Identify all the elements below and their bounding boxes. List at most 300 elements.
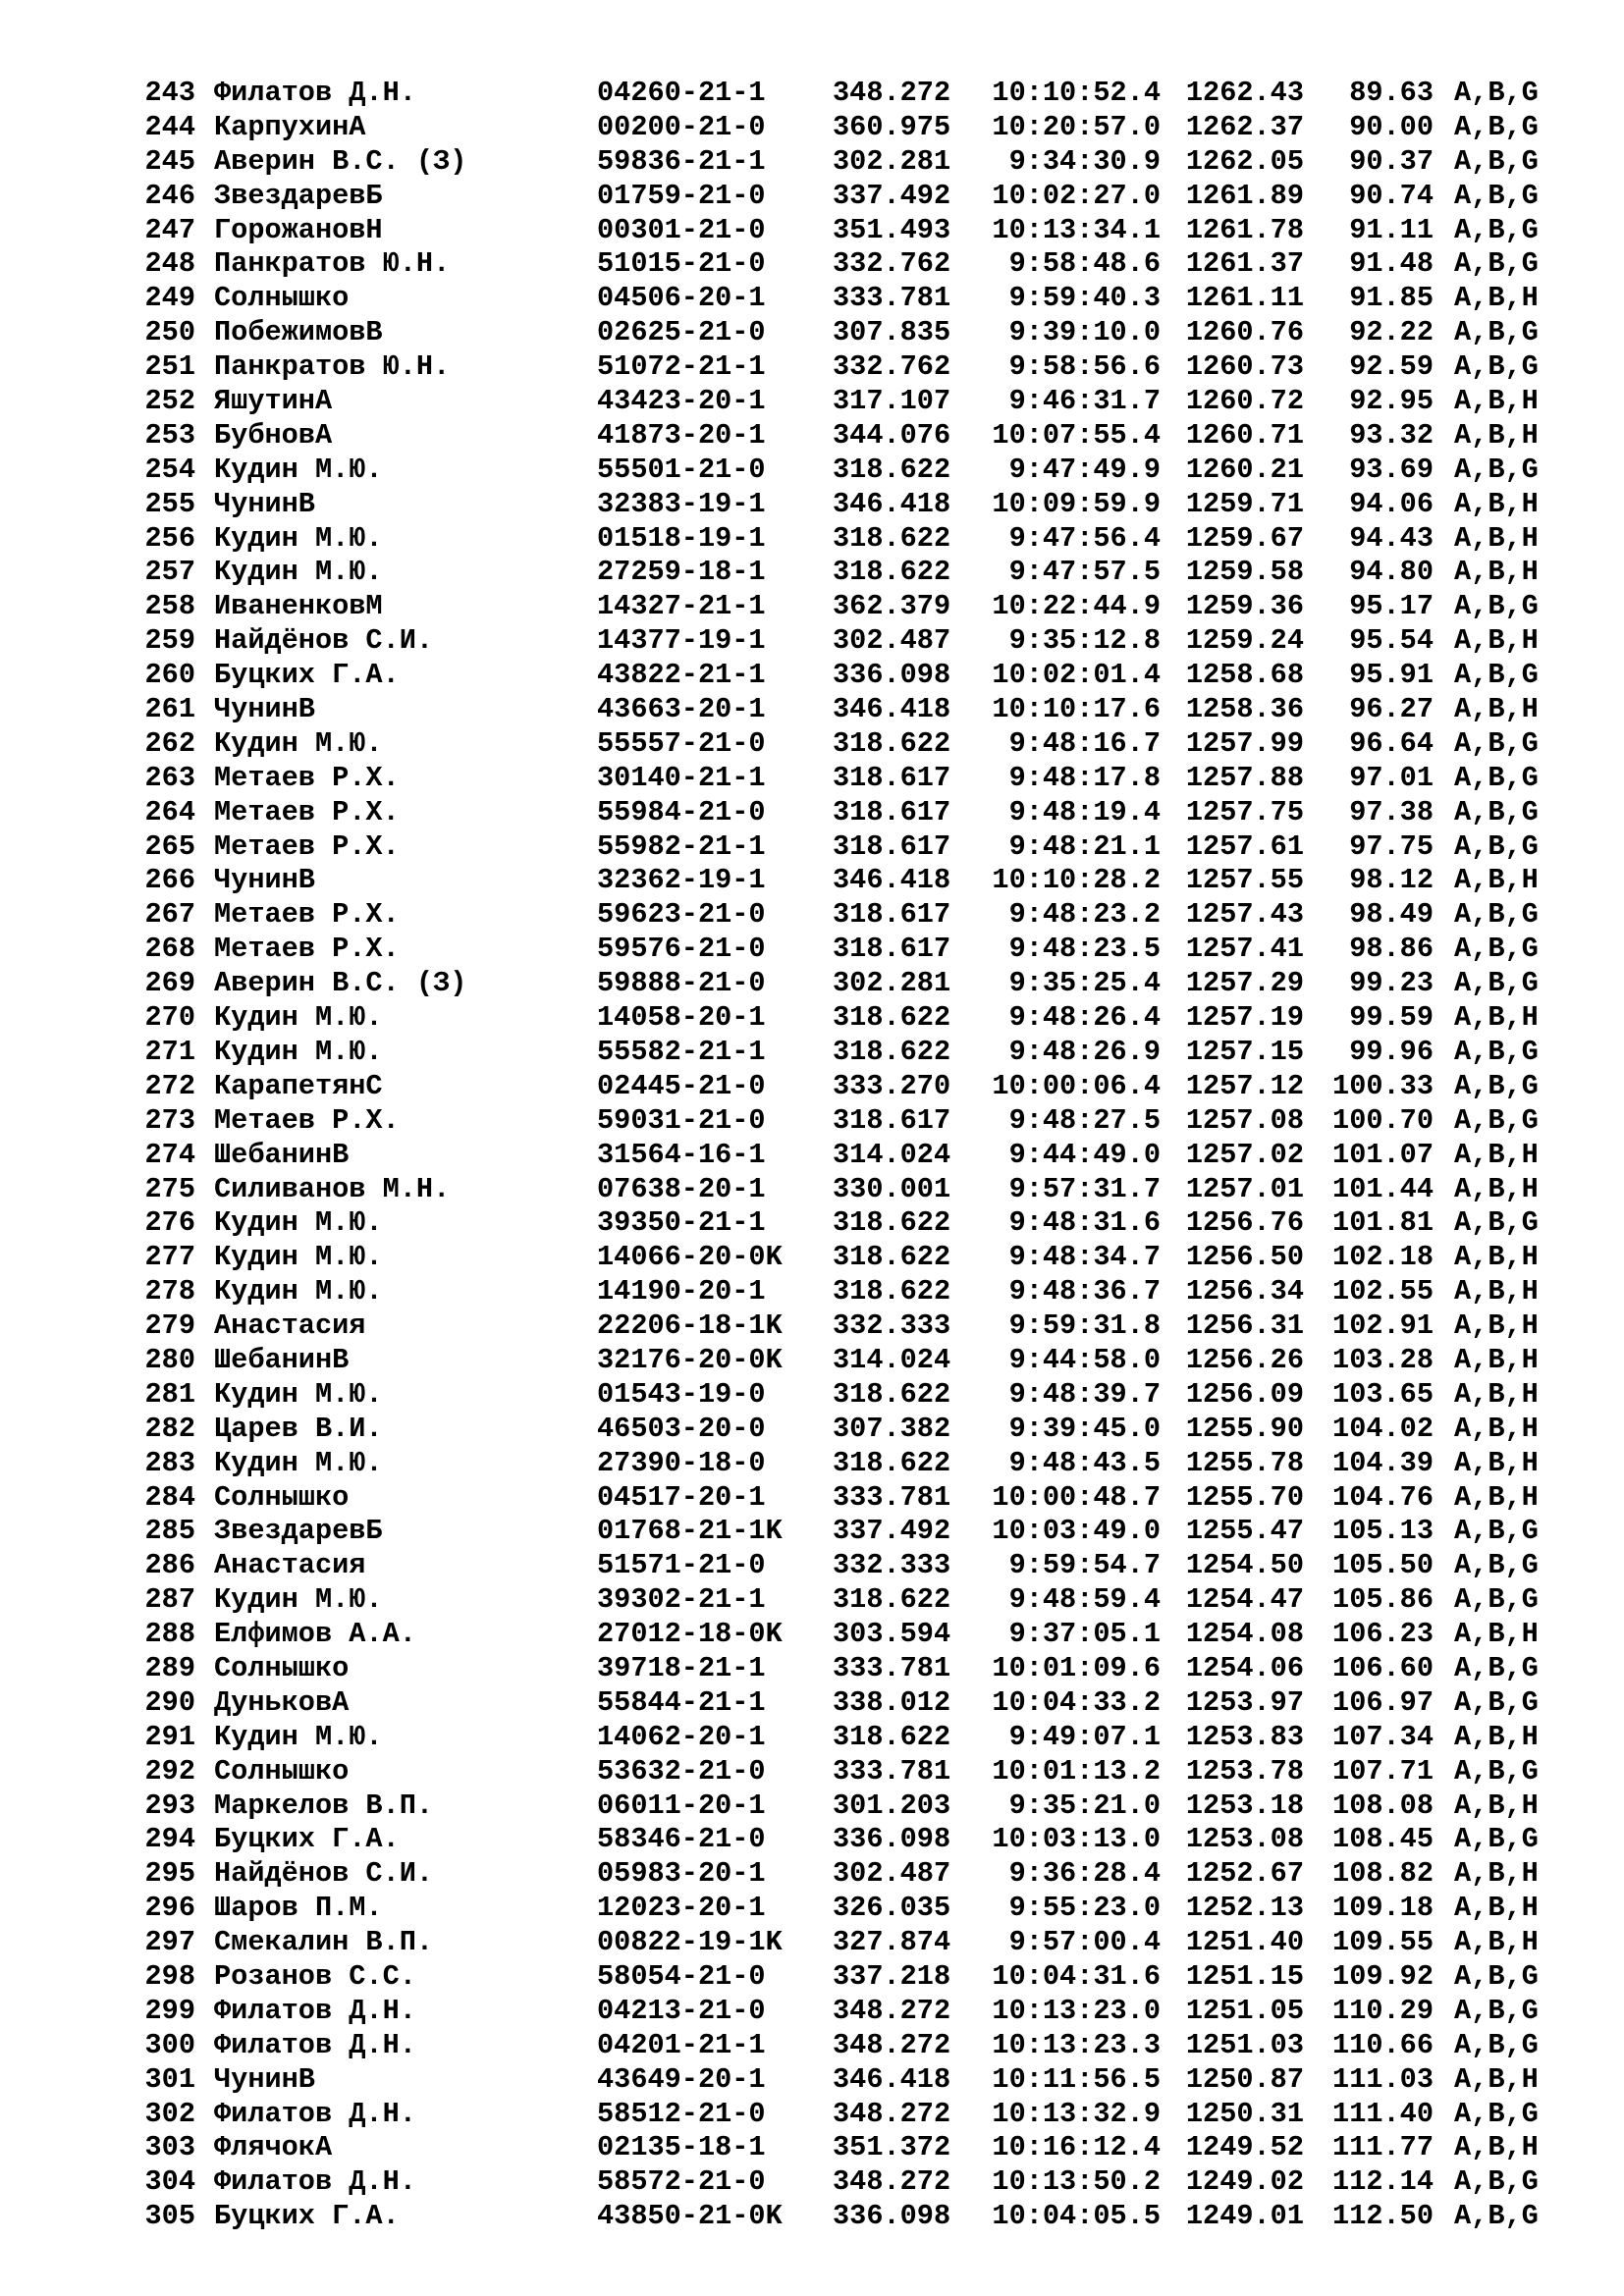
row-points: 93.69 bbox=[1349, 453, 1434, 486]
row-speed: 1257.01 bbox=[1185, 1172, 1304, 1205]
row-distance: 318.617 bbox=[833, 1103, 951, 1137]
row-name: Кудин М.Ю. bbox=[214, 1241, 383, 1274]
row-category: A,B,G bbox=[1454, 1035, 1539, 1068]
row-name: Кудин М.Ю. bbox=[214, 1446, 383, 1479]
row-time: 9:48:43.5 bbox=[1008, 1446, 1161, 1479]
row-category: A,B,H bbox=[1454, 1138, 1539, 1171]
row-place: 272 bbox=[144, 1069, 195, 1102]
row-ring: 04506-20-1 bbox=[597, 282, 766, 315]
row-place: 246 bbox=[144, 179, 195, 212]
row-time: 9:34:30.9 bbox=[1008, 144, 1161, 178]
row-speed: 1261.37 bbox=[1185, 247, 1304, 281]
row-place: 297 bbox=[144, 1926, 195, 1959]
row-name: Кудин М.Ю. bbox=[214, 1001, 383, 1035]
row-points: 97.01 bbox=[1349, 761, 1434, 794]
row-name: Кудин М.Ю. bbox=[214, 521, 383, 555]
row-name: Смекалин В.П. bbox=[214, 1926, 434, 1959]
row-ring: 30140-21-1 bbox=[597, 761, 766, 794]
row-category: A,B,H bbox=[1454, 1857, 1539, 1891]
row-speed: 1257.75 bbox=[1185, 795, 1304, 828]
table-row bbox=[0, 2200, 1624, 2234]
row-category: A,B,H bbox=[1454, 556, 1539, 589]
row-name: Филатов Д.Н. bbox=[214, 2165, 416, 2199]
row-time: 9:59:40.3 bbox=[1008, 282, 1161, 315]
row-name: Буцких Г.А. bbox=[214, 659, 400, 692]
row-time: 9:48:36.7 bbox=[1008, 1275, 1161, 1308]
row-category: A,B,G bbox=[1454, 350, 1539, 384]
row-name: Солнышко bbox=[214, 1754, 350, 1788]
table-row bbox=[0, 522, 1624, 557]
row-category: A,B,G bbox=[1454, 659, 1539, 692]
row-speed: 1249.01 bbox=[1185, 2200, 1304, 2233]
row-time: 9:35:21.0 bbox=[1008, 1789, 1161, 1822]
row-speed: 1262.05 bbox=[1185, 144, 1304, 178]
row-time: 9:35:12.8 bbox=[1008, 624, 1161, 658]
row-category: A,B,G bbox=[1454, 1549, 1539, 1582]
row-place: 301 bbox=[144, 2062, 195, 2096]
row-distance: 318.622 bbox=[833, 556, 951, 589]
row-speed: 1257.88 bbox=[1185, 761, 1304, 794]
table-row bbox=[0, 1549, 1624, 1583]
table-row bbox=[0, 1206, 1624, 1241]
row-distance: 336.098 bbox=[833, 1823, 951, 1856]
row-name: Найдёнов С.И. bbox=[214, 1857, 434, 1891]
row-time: 10:07:55.4 bbox=[992, 418, 1161, 452]
row-speed: 1259.24 bbox=[1185, 624, 1304, 658]
row-category: A,B,G bbox=[1454, 1206, 1539, 1240]
row-place: 291 bbox=[144, 1720, 195, 1753]
row-points: 94.06 bbox=[1349, 487, 1434, 520]
row-category: A,B,G bbox=[1454, 110, 1539, 143]
row-time: 9:48:59.4 bbox=[1008, 1583, 1161, 1617]
row-place: 287 bbox=[144, 1583, 195, 1617]
row-place: 244 bbox=[144, 110, 195, 143]
table-row bbox=[0, 830, 1624, 865]
row-time: 9:48:31.6 bbox=[1008, 1206, 1161, 1240]
row-speed: 1249.02 bbox=[1185, 2165, 1304, 2199]
row-points: 91.85 bbox=[1349, 282, 1434, 315]
row-place: 261 bbox=[144, 693, 195, 726]
table-row bbox=[0, 1241, 1624, 1275]
row-speed: 1262.37 bbox=[1185, 110, 1304, 143]
row-category: A,B,G bbox=[1454, 2200, 1539, 2233]
row-name: Панкратов Ю.Н. bbox=[214, 350, 451, 384]
row-name: Кудин М.Ю. bbox=[214, 1275, 383, 1308]
row-place: 262 bbox=[144, 726, 195, 760]
row-points: 105.50 bbox=[1332, 1549, 1434, 1582]
row-ring: 51072-21-1 bbox=[597, 350, 766, 384]
table-row bbox=[0, 796, 1624, 830]
row-place: 299 bbox=[144, 1994, 195, 2027]
table-row bbox=[0, 590, 1624, 624]
row-ring: 14327-21-1 bbox=[597, 590, 766, 623]
row-place: 273 bbox=[144, 1103, 195, 1137]
row-place: 249 bbox=[144, 282, 195, 315]
row-distance: 318.617 bbox=[833, 829, 951, 863]
row-place: 259 bbox=[144, 624, 195, 658]
row-time: 9:48:16.7 bbox=[1008, 726, 1161, 760]
row-ring: 32176-20-0K bbox=[597, 1343, 783, 1376]
row-speed: 1256.31 bbox=[1185, 1309, 1304, 1343]
row-points: 98.12 bbox=[1349, 864, 1434, 897]
row-ring: 04517-20-1 bbox=[597, 1480, 766, 1514]
row-category: A,B,H bbox=[1454, 624, 1539, 658]
table-row bbox=[0, 2063, 1624, 2098]
row-distance: 351.493 bbox=[833, 213, 951, 246]
table-row bbox=[0, 350, 1624, 385]
row-points: 111.40 bbox=[1332, 2097, 1434, 2130]
row-time: 9:46:31.7 bbox=[1008, 385, 1161, 418]
table-row bbox=[0, 488, 1624, 522]
row-name: Анастасия bbox=[214, 1309, 366, 1343]
table-row bbox=[0, 1309, 1624, 1344]
row-points: 98.49 bbox=[1349, 898, 1434, 932]
row-name: ЧунинВ bbox=[214, 693, 315, 726]
row-place: 265 bbox=[144, 829, 195, 863]
row-distance: 351.372 bbox=[833, 2131, 951, 2164]
row-distance: 318.622 bbox=[833, 1206, 951, 1240]
row-name: ДуньковА bbox=[214, 1685, 350, 1719]
row-speed: 1259.36 bbox=[1185, 590, 1304, 623]
row-speed: 1255.78 bbox=[1185, 1446, 1304, 1479]
row-points: 93.32 bbox=[1349, 418, 1434, 452]
row-distance: 337.218 bbox=[833, 1959, 951, 1993]
row-time: 10:13:23.0 bbox=[992, 1994, 1161, 2027]
row-speed: 1260.76 bbox=[1185, 316, 1304, 349]
row-place: 271 bbox=[144, 1035, 195, 1068]
row-name: КарпухинА bbox=[214, 110, 366, 143]
row-ring: 02135-18-1 bbox=[597, 2131, 766, 2164]
row-ring: 12023-20-1 bbox=[597, 1892, 766, 1925]
row-points: 106.97 bbox=[1332, 1685, 1434, 1719]
row-name: Маркелов В.П. bbox=[214, 1789, 434, 1822]
row-category: A,B,G bbox=[1454, 1069, 1539, 1102]
row-time: 9:58:56.6 bbox=[1008, 350, 1161, 384]
row-distance: 333.781 bbox=[833, 1754, 951, 1788]
row-category: A,B,H bbox=[1454, 487, 1539, 520]
row-points: 112.50 bbox=[1332, 2200, 1434, 2233]
row-place: 267 bbox=[144, 898, 195, 932]
table-row bbox=[0, 762, 1624, 796]
row-time: 10:03:13.0 bbox=[992, 1823, 1161, 1856]
row-ring: 01543-19-0 bbox=[597, 1377, 766, 1411]
row-distance: 318.622 bbox=[833, 1275, 951, 1308]
row-place: 270 bbox=[144, 1001, 195, 1035]
row-distance: 344.076 bbox=[833, 418, 951, 452]
row-name: Царев В.И. bbox=[214, 1412, 383, 1445]
row-distance: 318.622 bbox=[833, 1035, 951, 1068]
row-speed: 1256.34 bbox=[1185, 1275, 1304, 1308]
row-points: 95.91 bbox=[1349, 659, 1434, 692]
row-distance: 327.874 bbox=[833, 1926, 951, 1959]
row-points: 108.82 bbox=[1332, 1857, 1434, 1891]
row-ring: 14062-20-1 bbox=[597, 1720, 766, 1753]
row-time: 9:37:05.1 bbox=[1008, 1618, 1161, 1651]
row-ring: 55984-21-0 bbox=[597, 795, 766, 828]
row-name: Кудин М.Ю. bbox=[214, 726, 383, 760]
row-distance: 302.487 bbox=[833, 1857, 951, 1891]
row-name: ЧунинВ bbox=[214, 864, 315, 897]
row-category: A,B,G bbox=[1454, 453, 1539, 486]
row-name: Метаев Р.Х. bbox=[214, 898, 400, 932]
row-time: 9:48:34.7 bbox=[1008, 1241, 1161, 1274]
row-points: 105.13 bbox=[1332, 1515, 1434, 1548]
row-category: A,B,H bbox=[1454, 2131, 1539, 2164]
row-ring: 22206-18-1K bbox=[597, 1309, 783, 1343]
table-row bbox=[0, 1857, 1624, 1892]
row-speed: 1249.52 bbox=[1185, 2131, 1304, 2164]
row-category: A,B,H bbox=[1454, 693, 1539, 726]
table-row bbox=[0, 145, 1624, 180]
row-points: 101.07 bbox=[1332, 1138, 1434, 1171]
row-speed: 1255.47 bbox=[1185, 1515, 1304, 1548]
row-category: A,B,H bbox=[1454, 1618, 1539, 1651]
row-place: 247 bbox=[144, 213, 195, 246]
row-speed: 1251.15 bbox=[1185, 1959, 1304, 1993]
row-points: 103.65 bbox=[1332, 1377, 1434, 1411]
row-ring: 14190-20-1 bbox=[597, 1275, 766, 1308]
row-time: 9:44:49.0 bbox=[1008, 1138, 1161, 1171]
row-speed: 1256.76 bbox=[1185, 1206, 1304, 1240]
row-points: 90.37 bbox=[1349, 144, 1434, 178]
row-category: A,B,G bbox=[1454, 77, 1539, 109]
row-points: 109.92 bbox=[1332, 1959, 1434, 1993]
row-points: 112.14 bbox=[1332, 2165, 1434, 2199]
row-points: 109.55 bbox=[1332, 1926, 1434, 1959]
row-distance: 332.333 bbox=[833, 1549, 951, 1582]
row-ring: 00301-21-0 bbox=[597, 213, 766, 246]
row-category: A,B,G bbox=[1454, 179, 1539, 212]
row-points: 100.33 bbox=[1332, 1069, 1434, 1102]
row-ring: 46503-20-0 bbox=[597, 1412, 766, 1445]
row-time: 9:57:00.4 bbox=[1008, 1926, 1161, 1959]
row-time: 10:13:34.1 bbox=[992, 213, 1161, 246]
row-speed: 1259.58 bbox=[1185, 556, 1304, 589]
table-row bbox=[0, 1001, 1624, 1036]
row-distance: 360.975 bbox=[833, 110, 951, 143]
row-ring: 01759-21-0 bbox=[597, 179, 766, 212]
row-ring: 55982-21-1 bbox=[597, 829, 766, 863]
row-speed: 1259.67 bbox=[1185, 521, 1304, 555]
row-ring: 59623-21-0 bbox=[597, 898, 766, 932]
row-name: Силиванов М.Н. bbox=[214, 1172, 451, 1205]
row-speed: 1253.83 bbox=[1185, 1720, 1304, 1753]
row-time: 10:09:59.9 bbox=[992, 487, 1161, 520]
row-name: Метаев Р.Х. bbox=[214, 1103, 400, 1137]
row-speed: 1260.73 bbox=[1185, 350, 1304, 384]
table-row bbox=[0, 180, 1624, 214]
row-distance: 348.272 bbox=[833, 77, 951, 109]
row-ring: 02445-21-0 bbox=[597, 1069, 766, 1102]
row-points: 99.23 bbox=[1349, 967, 1434, 1000]
row-speed: 1261.11 bbox=[1185, 282, 1304, 315]
row-category: A,B,G bbox=[1454, 967, 1539, 1000]
row-name: Буцких Г.А. bbox=[214, 2200, 400, 2233]
table-row bbox=[0, 1892, 1624, 1926]
row-category: A,B,H bbox=[1454, 1343, 1539, 1376]
row-time: 9:44:58.0 bbox=[1008, 1343, 1161, 1376]
row-ring: 31564-16-1 bbox=[597, 1138, 766, 1171]
row-name: Анастасия bbox=[214, 1549, 366, 1582]
row-place: 305 bbox=[144, 2200, 195, 2233]
row-category: A,B,G bbox=[1454, 213, 1539, 246]
row-name: Панкратов Ю.Н. bbox=[214, 247, 451, 281]
table-row bbox=[0, 1378, 1624, 1413]
row-points: 103.28 bbox=[1332, 1343, 1434, 1376]
row-category: A,B,G bbox=[1454, 1823, 1539, 1856]
row-points: 96.27 bbox=[1349, 693, 1434, 726]
row-distance: 346.418 bbox=[833, 487, 951, 520]
row-distance: 346.418 bbox=[833, 2062, 951, 2096]
row-speed: 1260.72 bbox=[1185, 385, 1304, 418]
row-place: 251 bbox=[144, 350, 195, 384]
row-speed: 1250.87 bbox=[1185, 2062, 1304, 2096]
row-category: A,B,H bbox=[1454, 1720, 1539, 1753]
row-ring: 59031-21-0 bbox=[597, 1103, 766, 1137]
row-time: 9:48:19.4 bbox=[1008, 795, 1161, 828]
row-points: 95.17 bbox=[1349, 590, 1434, 623]
row-distance: 307.835 bbox=[833, 316, 951, 349]
row-place: 279 bbox=[144, 1309, 195, 1343]
table-row bbox=[0, 282, 1624, 316]
row-category: A,B,G bbox=[1454, 933, 1539, 966]
row-place: 286 bbox=[144, 1549, 195, 1582]
row-distance: 333.781 bbox=[833, 1651, 951, 1684]
table-row bbox=[0, 77, 1624, 111]
row-speed: 1251.03 bbox=[1185, 2028, 1304, 2061]
row-speed: 1258.36 bbox=[1185, 693, 1304, 726]
row-place: 280 bbox=[144, 1343, 195, 1376]
row-speed: 1253.97 bbox=[1185, 1685, 1304, 1719]
row-ring: 04260-21-1 bbox=[597, 77, 766, 109]
row-time: 10:04:05.5 bbox=[992, 2200, 1161, 2233]
row-category: A,B,G bbox=[1454, 1651, 1539, 1684]
table-row bbox=[0, 214, 1624, 248]
row-points: 91.48 bbox=[1349, 247, 1434, 281]
table-row bbox=[0, 1995, 1624, 2029]
row-category: A,B,H bbox=[1454, 385, 1539, 418]
row-points: 105.86 bbox=[1332, 1583, 1434, 1617]
row-speed: 1257.41 bbox=[1185, 933, 1304, 966]
row-ring: 51571-21-0 bbox=[597, 1549, 766, 1582]
row-speed: 1251.40 bbox=[1185, 1926, 1304, 1959]
row-points: 104.76 bbox=[1332, 1480, 1434, 1514]
row-place: 276 bbox=[144, 1206, 195, 1240]
row-distance: 318.622 bbox=[833, 453, 951, 486]
row-ring: 14058-20-1 bbox=[597, 1001, 766, 1035]
table-row bbox=[0, 1686, 1624, 1721]
row-ring: 43822-21-1 bbox=[597, 659, 766, 692]
row-speed: 1254.50 bbox=[1185, 1549, 1304, 1582]
row-place: 293 bbox=[144, 1789, 195, 1822]
row-distance: 318.622 bbox=[833, 1446, 951, 1479]
row-ring: 14066-20-0K bbox=[597, 1241, 783, 1274]
row-distance: 307.382 bbox=[833, 1412, 951, 1445]
row-time: 9:35:25.4 bbox=[1008, 967, 1161, 1000]
row-category: A,B,H bbox=[1454, 1001, 1539, 1035]
row-speed: 1258.68 bbox=[1185, 659, 1304, 692]
row-ring: 43850-21-0K bbox=[597, 2200, 783, 2233]
row-place: 298 bbox=[144, 1959, 195, 1993]
row-category: A,B,G bbox=[1454, 829, 1539, 863]
row-ring: 04213-21-0 bbox=[597, 1994, 766, 2027]
row-ring: 05983-20-1 bbox=[597, 1857, 766, 1891]
row-ring: 55582-21-1 bbox=[597, 1035, 766, 1068]
row-time: 10:20:57.0 bbox=[992, 110, 1161, 143]
row-distance: 318.622 bbox=[833, 1583, 951, 1617]
row-category: A,B,G bbox=[1454, 1754, 1539, 1788]
row-distance: 338.012 bbox=[833, 1685, 951, 1719]
row-points: 110.29 bbox=[1332, 1994, 1434, 2027]
row-ring: 32362-19-1 bbox=[597, 864, 766, 897]
table-row bbox=[0, 247, 1624, 282]
row-time: 10:13:23.3 bbox=[992, 2028, 1161, 2061]
row-place: 243 bbox=[144, 77, 195, 109]
row-name: Солнышко bbox=[214, 1651, 350, 1684]
row-time: 10:00:48.7 bbox=[992, 1480, 1161, 1514]
row-place: 292 bbox=[144, 1754, 195, 1788]
table-row bbox=[0, 1447, 1624, 1481]
row-category: A,B,G bbox=[1454, 144, 1539, 178]
row-speed: 1254.08 bbox=[1185, 1618, 1304, 1651]
row-speed: 1254.47 bbox=[1185, 1583, 1304, 1617]
row-place: 269 bbox=[144, 967, 195, 1000]
row-ring: 14377-19-1 bbox=[597, 624, 766, 658]
row-name: Кудин М.Ю. bbox=[214, 1377, 383, 1411]
table-row bbox=[0, 967, 1624, 1001]
row-distance: 348.272 bbox=[833, 2028, 951, 2061]
row-ring: 01518-19-1 bbox=[597, 521, 766, 555]
row-time: 9:47:49.9 bbox=[1008, 453, 1161, 486]
row-place: 277 bbox=[144, 1241, 195, 1274]
row-speed: 1257.61 bbox=[1185, 829, 1304, 863]
row-place: 252 bbox=[144, 385, 195, 418]
row-ring: 55501-21-0 bbox=[597, 453, 766, 486]
row-place: 295 bbox=[144, 1857, 195, 1891]
row-place: 278 bbox=[144, 1275, 195, 1308]
table-row bbox=[0, 864, 1624, 898]
table-row bbox=[0, 1618, 1624, 1652]
row-name: Метаев Р.Х. bbox=[214, 933, 400, 966]
row-name: Кудин М.Ю. bbox=[214, 1583, 383, 1617]
row-points: 91.11 bbox=[1349, 213, 1434, 246]
row-place: 302 bbox=[144, 2097, 195, 2130]
row-place: 294 bbox=[144, 1823, 195, 1856]
row-place: 304 bbox=[144, 2165, 195, 2199]
row-speed: 1253.18 bbox=[1185, 1789, 1304, 1822]
row-speed: 1257.15 bbox=[1185, 1035, 1304, 1068]
row-distance: 330.001 bbox=[833, 1172, 951, 1205]
row-ring: 59836-21-1 bbox=[597, 144, 766, 178]
row-name: Кудин М.Ю. bbox=[214, 1206, 383, 1240]
row-speed: 1257.55 bbox=[1185, 864, 1304, 897]
row-name: КарапетянС bbox=[214, 1069, 383, 1102]
row-distance: 348.272 bbox=[833, 2165, 951, 2199]
row-time: 9:48:26.9 bbox=[1008, 1035, 1161, 1068]
row-distance: 333.781 bbox=[833, 282, 951, 315]
row-category: A,B,G bbox=[1454, 2097, 1539, 2130]
row-speed: 1257.02 bbox=[1185, 1138, 1304, 1171]
row-category: A,B,H bbox=[1454, 521, 1539, 555]
row-time: 10:03:49.0 bbox=[992, 1515, 1161, 1548]
row-speed: 1257.29 bbox=[1185, 967, 1304, 1000]
row-points: 99.59 bbox=[1349, 1001, 1434, 1035]
table-row bbox=[0, 2029, 1624, 2063]
row-points: 97.38 bbox=[1349, 795, 1434, 828]
row-speed: 1253.78 bbox=[1185, 1754, 1304, 1788]
row-speed: 1259.71 bbox=[1185, 487, 1304, 520]
row-ring: 43649-20-1 bbox=[597, 2062, 766, 2096]
